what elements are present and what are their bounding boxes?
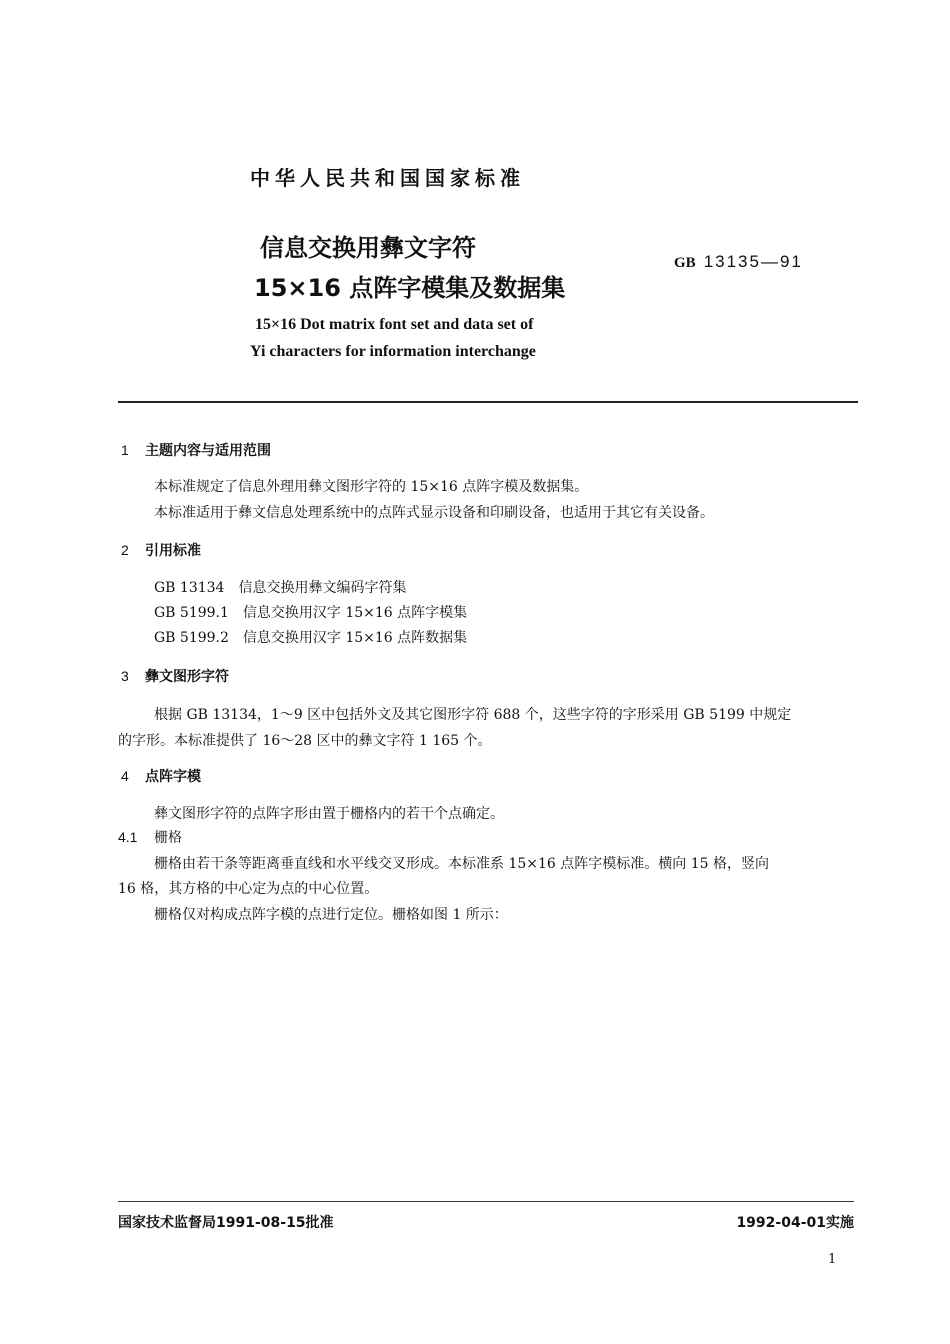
paragraph: 的字形。本标准提供了 16～28 区中的彝文字符 1 165 个。 [118,733,492,749]
section-title: 点阵字模 [145,769,201,785]
section-heading-1 [121,440,271,460]
section-title: 栅格 [154,830,182,846]
reference-item: GB 13134 信息交换用彝文编码字符集 [154,580,407,596]
gb-number: 13135—91 [703,252,803,271]
title-line-2: 15×16 点阵字模集及数据集 [254,274,566,302]
section-title: 主题内容与适用范围 [145,443,271,459]
reference-item: GB 5199.2 信息交换用汉字 15×16 点阵数据集 [154,630,468,646]
section-number: 2 [121,542,129,558]
section-title: 彝文图形字符 [145,669,229,685]
paragraph: 本标准适用于彝文信息处理系统中的点阵式显示设备和印刷设备，也适用于其它有关设备。 [154,505,714,521]
national-standard-heading: 中华人民共和国国家标准 [250,166,525,190]
section-number: 1 [121,442,129,458]
reference-item: GB 5199.1 信息交换用汉字 15×16 点阵字模集 [154,605,468,621]
paragraph: 16 格，其方格的中心定为点的中心位置。 [118,881,379,897]
title-line-1: 信息交换用彝文字符 [260,234,476,262]
approval-date: 国家技术监督局1991-08-15批准 [118,1215,334,1231]
header-divider [118,401,858,403]
paragraph: 根据 GB 13134，1～9 区中包括外文及其它图形字符 688 个，这些字符的字形采用 GB 5199 中规定 [154,707,792,723]
gb-prefix: GB [674,255,696,271]
section-title: 引用标准 [145,543,201,559]
paragraph: 彝文图形字符的点阵字形由置于栅格内的若干个点确定。 [154,806,504,822]
footer-divider [118,1201,854,1202]
page-number: 1 [828,1252,837,1267]
english-title-line-1: 15×16 Dot matrix font set and data set of [255,316,534,333]
section-number: 3 [121,668,129,684]
section-number: 4 [121,768,129,784]
paragraph: 栅格由若干条等距离垂直线和水平线交叉形成。本标准系 15×16 点阵字模标准。横向 15 格，竖向 [154,856,769,872]
section-heading-4-1 [118,827,182,847]
paragraph: 本标准规定了信息外理用彝文图形字符的 15×16 点阵字模及数据集。 [154,479,589,495]
section-heading-2 [121,540,201,560]
english-title-line-2: Yi characters for information interchange [250,343,536,360]
implementation-date: 1992-04-01实施 [736,1215,854,1231]
paragraph: 栅格仅对构成点阵字模的点进行定位。栅格如图 1 所示： [154,907,508,923]
standard-number [674,252,803,272]
section-heading-3 [121,666,229,686]
section-heading-4 [121,766,201,786]
section-number: 4.1 [118,829,138,845]
